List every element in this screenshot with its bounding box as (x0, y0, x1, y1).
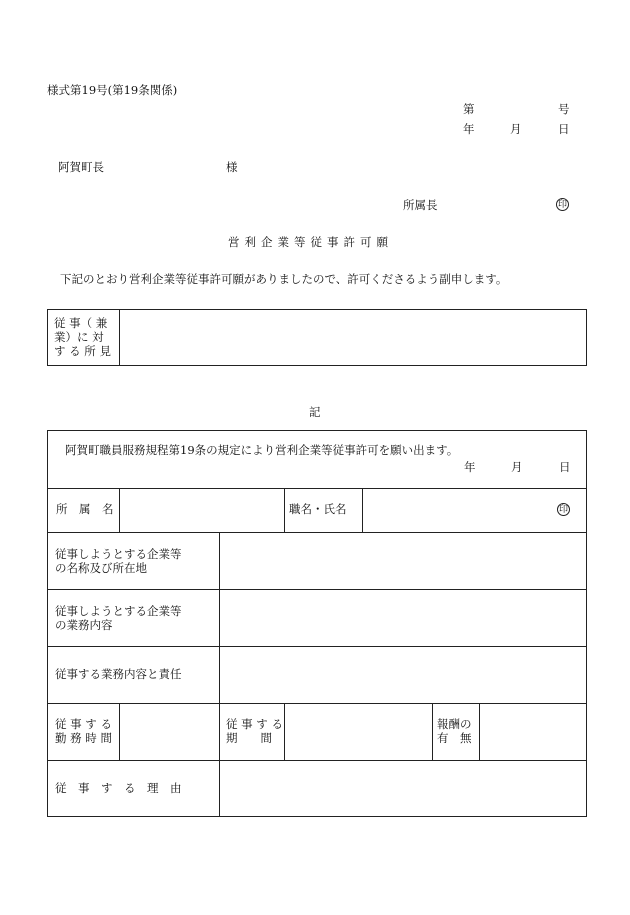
request-text: 阿賀町職員服務規程第19条の規定により営利企業等従事許可を願い出ます。 (65, 443, 459, 457)
company-business-field[interactable] (220, 590, 586, 646)
opinion-field[interactable] (120, 310, 586, 365)
document-title: 営利企業等従事許可願 (228, 235, 393, 249)
request-date-day: 日 (559, 460, 571, 474)
form-number: 様式第19号(第19条関係) (47, 83, 178, 97)
position-name-label: 職名・氏名 (289, 502, 347, 516)
date-top-month: 月 (510, 122, 522, 136)
period-field[interactable] (285, 704, 432, 760)
request-date-month: 月 (511, 460, 523, 474)
duties-label: 従事する業務内容と責任 (55, 667, 182, 681)
opinion-label: 従 事（ 兼 業）に 対 す る 所 見 (54, 316, 111, 358)
seal-mark-icon: 印 (558, 505, 568, 515)
seal-mark-icon: 印 (557, 200, 567, 210)
company-name-field[interactable] (220, 533, 586, 589)
hours-label: 従 事 す る 勤 務 時 間 (55, 717, 112, 745)
date-top-year: 年 (463, 122, 475, 136)
company-name-label: 従事しようとする企業等 の名称及び所在地 (55, 547, 182, 575)
addressee-honorific: 様 (226, 160, 238, 174)
position-name-field[interactable] (363, 489, 543, 532)
hours-field[interactable] (120, 704, 219, 760)
ki-label: 記 (309, 405, 321, 419)
affiliation-field[interactable] (120, 489, 284, 532)
company-business-label: 従事しようとする企業等 の業務内容 (55, 604, 182, 632)
period-label: 従 事 す る 期 間 (226, 717, 283, 745)
doc-no-go: 号 (558, 102, 570, 116)
reason-field[interactable] (220, 761, 586, 816)
doc-no-dai: 第 (463, 102, 475, 116)
addressee-name: 阿賀町長 (58, 160, 104, 174)
duties-field[interactable] (220, 647, 586, 703)
intro-text: 下記のとおり営利企業等従事許可願がありましたので、許可くださるよう副申します。 (60, 272, 508, 286)
opinion-box (47, 309, 587, 366)
reason-label: 従 事 す る 理 由 (55, 781, 182, 795)
affiliation-label: 所 属 名 (56, 502, 114, 516)
reward-field[interactable] (480, 704, 586, 760)
request-date-year: 年 (464, 460, 476, 474)
submitter-title: 所属長 (403, 198, 438, 212)
date-top-day: 日 (558, 122, 570, 136)
main-table (47, 430, 587, 817)
reward-label: 報酬の 有 無 (437, 717, 472, 745)
